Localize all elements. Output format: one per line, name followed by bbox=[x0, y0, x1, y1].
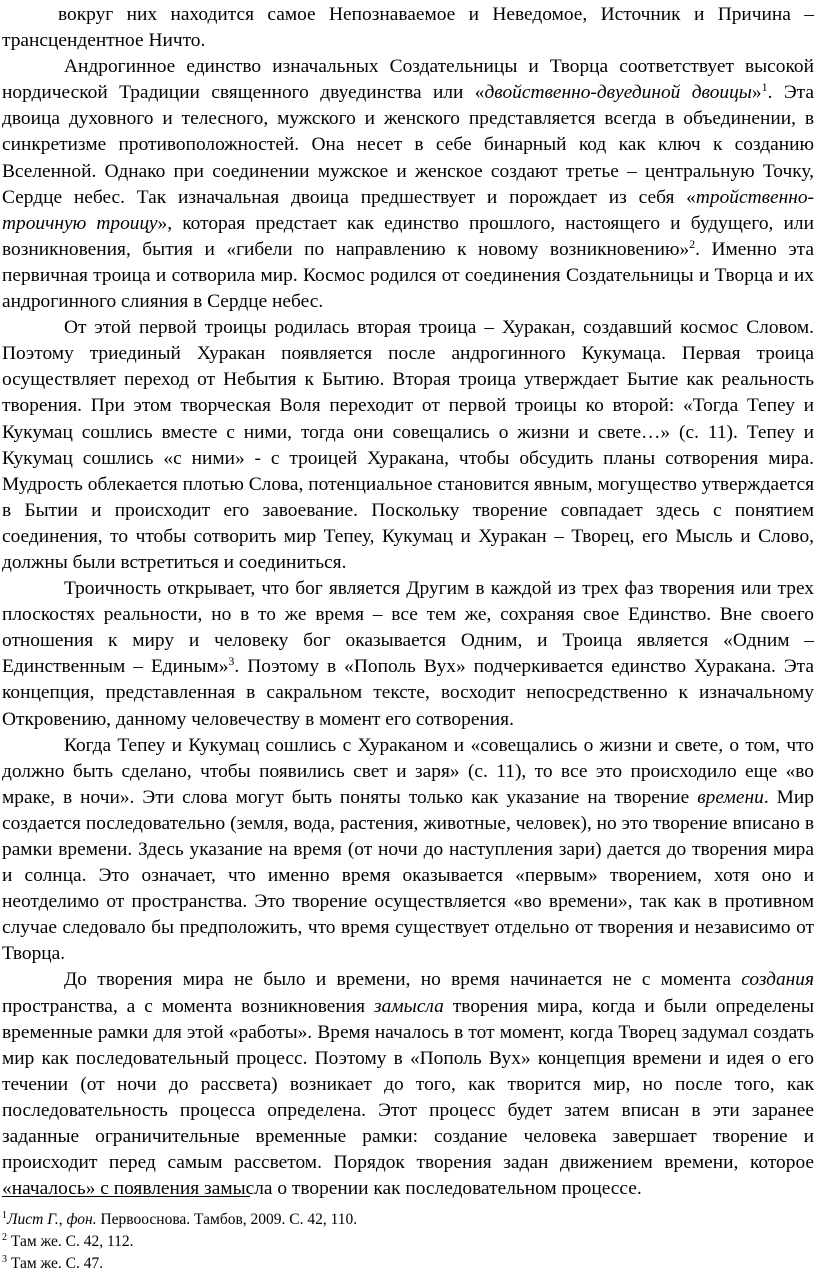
footnote-mark: 1 bbox=[2, 1210, 7, 1221]
footnote-mark: 2 bbox=[2, 1232, 7, 1243]
text-run: творения мира, когда и были определены временные рамки для этой «работы». Время началось в тот момент, когда Творец задумал создать мир как последовательный процесс. Поэтому в «Пополь Вух» концепция времени и идея о его течении (от ночи до рассвета) возникает до того, как творится мир, но после того, как последовательность процесса определена. Этот процесс будет затем вписан в эти заранее заданные ограничительные временные рамки: создание человека завершает творение и происходит перед самым рассветом. Порядок творения задан движением времени, которое «началось» с появления замысла о творении как последовательном процессе. bbox=[2, 995, 815, 1200]
footnote-text: Там же. С. 42, 112. bbox=[7, 1233, 134, 1250]
text-run: . Мир создается последовательно (земля, вода, растения, животные, человек), но это творение вписано в рамки времени. Здесь указание на время (от ночи до наступления зари) дается до творения мира и солнца. Это означает, что именно время оказывается «первым» творением, хотя оно и неотделимо от пространства. Это творение осуществляется «во времени», так как в противном случае следовало бы предположить, что время существует отдельно от творения и независимо от Творца. bbox=[2, 786, 814, 965]
text-run: . Именно эта первичная троица и сотворила мир. Космос родился от соединения Создательницы и Творца и их андрогинного слияния в Сердце небес. bbox=[2, 238, 814, 313]
footnote-author: Лист Г., фон. bbox=[7, 1211, 97, 1228]
footnote-1 bbox=[2, 1209, 814, 1231]
italic-phrase: создания bbox=[741, 969, 814, 991]
text-run: . Эта двоица духовного и телесного, мужского и женского представляется всегда в объединении, в синкретизме противоположностей. Она несет в себе бинарный код как ключ к созданию Вселенной. Однако при соединении мужское и женское создают третье – центральную Точку, Сердце небес. Так изначальная двоица предшествует и порождает из себя « bbox=[2, 82, 814, 208]
paragraph-time-before-creation bbox=[2, 967, 814, 1202]
body-text bbox=[2, 2, 814, 1202]
italic-phrase: замысла bbox=[374, 995, 444, 1017]
text-run: пространства, а с момента возникновения bbox=[2, 995, 375, 1017]
paragraph-androgynous-unity bbox=[2, 54, 814, 315]
text-run: » bbox=[751, 82, 762, 104]
footnote-divider bbox=[2, 1196, 250, 1197]
paragraph-continuation: вокруг них находится самое Непознаваемое и Неведомое, Источник и Причина – трансцендентное Ничто. bbox=[2, 4, 814, 52]
footnote-ref-3[interactable]: 3 bbox=[228, 654, 235, 669]
text-run: . Поэтому в «Пополь Вух» подчеркивается единство Хуракана. Эта концепция, представленная в сакральном тексте, восходит непосредственно к изначальному Откровению, данному человечеству в момент его сотворения. bbox=[2, 656, 814, 730]
text-run: Андрогинное единство изначальных Создательницы и Творца соответствует высокой нордической Традиции священного двуединства или « bbox=[2, 56, 814, 104]
text-run: Троичность открывает, что бог является Другим в каждой из трех фаз творения или трех плоскостях реальности, но в то же время – все тем же, сохраняя свое Единство. Вне своего отношения к миру и человеку бог оказывается Одним, и Троица является «Одним – Единственным – Единым» bbox=[2, 578, 814, 678]
italic-phrase: двойственно-двуединой двоицы bbox=[484, 82, 752, 104]
footnote-text: Первооснова. Тамбов, 2009. С. 42, 110. bbox=[96, 1211, 358, 1228]
footnote-mark: 3 bbox=[2, 1254, 7, 1265]
footnote-2 bbox=[2, 1231, 814, 1253]
footnote-ref-1[interactable]: 1 bbox=[761, 80, 768, 95]
footnote-3 bbox=[2, 1253, 814, 1275]
footnotes-section bbox=[2, 1196, 814, 1275]
italic-phrase: времени bbox=[697, 786, 764, 808]
italic-phrase: тройственно-троичную троицу bbox=[2, 186, 814, 234]
paragraph-second-trinity: От этой первой троицы родилась вторая троица – Хуракан, создавший космос Словом. Поэтому триединый Хуракан появляется после андрогинного Кукумаца. Первая троица осуществляет переход от Небытия к Бытию. Вторая троица утверждает Бытие как реальность творения. При этом творческая Воля переходит от первой троицы ко второй: «Тогда Тепеу и Кукумац сошлись вместе с ними, тогда они совещались о жизни и свете…» (с. 11). Тепеу и Кукумац сошлись «с ними» - с троицей Хуракана, чтобы обсудить планы сотворения мира. Мудрость облекается плотью Слова, потенциальное становится явным, могущество утверждается в Бытии и происходит его завоевание. Поскольку творение совпадает здесь с понятием соединения, то чтобы сотворить мир Тепеу, Кукумац и Хуракан – Творец, его Мысль и Слово, должны были встретиться и соединиться. bbox=[2, 317, 814, 573]
footnote-ref-2[interactable]: 2 bbox=[689, 236, 696, 251]
paragraph-trinity-unity bbox=[2, 576, 814, 733]
text-run: Когда Тепеу и Кукумац сошлись с Хураканом и «совещались о жизни и свете, о том, что должно быть сделано, чтобы появились свет и заря» (с. 11), то все это происходило еще «во мраке, в ночи». Эти слова могут быть поняты только как указание на творение bbox=[2, 734, 814, 808]
text-run: », которая предстает как единство прошлого, настоящего и будущего, или возникновения, бытия и «гибели по направлению к новому возникновению» bbox=[2, 212, 814, 260]
text-run: До творения мира не было и времени, но время начинается не с момента bbox=[64, 969, 742, 991]
footnote-text: Там же. С. 47. bbox=[7, 1255, 104, 1272]
paragraph-creation-of-time bbox=[2, 733, 814, 968]
